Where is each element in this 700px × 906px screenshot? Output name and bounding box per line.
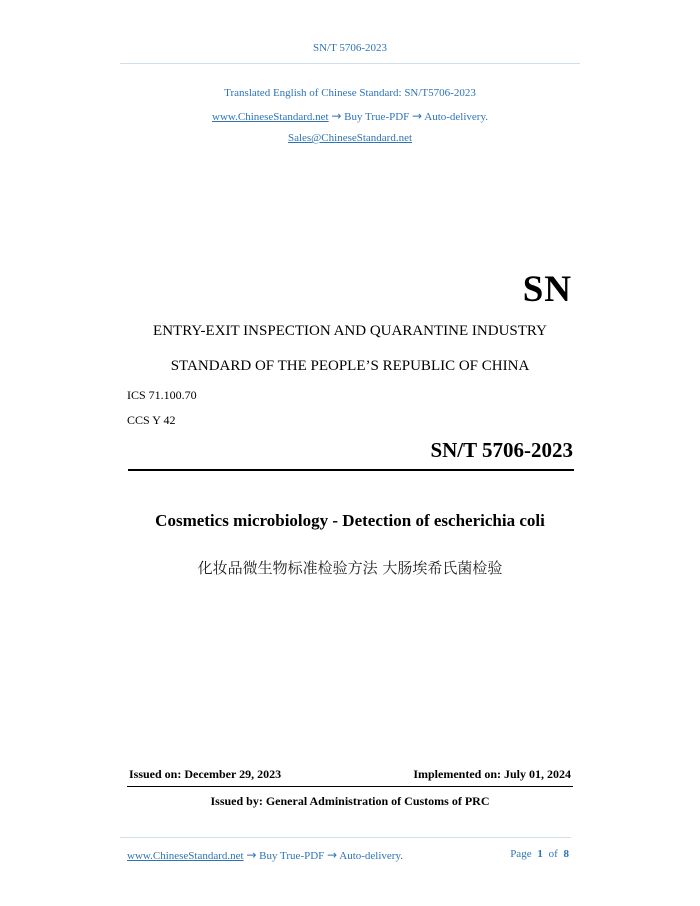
- banner-delivery-text: Auto-delivery.: [424, 111, 488, 123]
- of-label: of: [548, 848, 558, 860]
- banner-line1: Translated English of Chinese Standard: SN/T5706-2023: [224, 87, 476, 99]
- issued-by: Issued by: General Administration of Customs of PRC: [210, 794, 490, 808]
- arrow-icon: →: [412, 109, 423, 123]
- standard-number: SN/T 5706-2023: [430, 438, 573, 462]
- footer-buy-text: Buy True-PDF: [259, 850, 325, 862]
- banner-line3: [0, 132, 700, 144]
- standard-number-rule: [128, 469, 574, 471]
- banner-email-link[interactable]: Sales@ChineseStandard.net: [287, 132, 413, 144]
- page-total: 8: [563, 848, 569, 860]
- page-number: 1: [537, 848, 543, 860]
- header-divider: [120, 63, 580, 64]
- issue-rule: [127, 786, 573, 787]
- footer-divider: [120, 837, 571, 838]
- org-line1: ENTRY-EXIT INSPECTION AND QUARANTINE INDUSTRY: [153, 323, 547, 339]
- org-line2: STANDARD OF THE PEOPLE’S REPUBLIC OF CHINA: [170, 358, 530, 374]
- banner-buy-text: Buy True-PDF: [344, 111, 410, 123]
- page-label: Page: [510, 848, 532, 860]
- issued-on: Issued on: December 29, 2023: [129, 767, 282, 781]
- arrow-icon: →: [327, 848, 338, 862]
- ics-code: ICS 71.100.70: [127, 388, 197, 402]
- page-indicator: [510, 848, 569, 860]
- footer-site-link[interactable]: www.ChineseStandard.net: [127, 850, 244, 862]
- ccs-code: CCS Y 42: [127, 413, 176, 427]
- arrow-icon: →: [331, 109, 342, 123]
- arrow-icon: →: [246, 848, 257, 862]
- sn-logo: SN: [522, 269, 572, 310]
- footer-left: [127, 848, 403, 862]
- footer-delivery-text: Auto-delivery.: [339, 850, 403, 862]
- implemented-on: Implemented on: July 01, 2024: [413, 767, 571, 781]
- document-title-cn: 化妆品微生物标准检验方法 大肠埃希氏菌检验: [197, 559, 503, 577]
- banner-site-link[interactable]: www.ChineseStandard.net: [212, 111, 329, 123]
- document-title-en: Cosmetics microbiology - Detection of escherichia coli: [155, 511, 545, 530]
- banner-line2: [0, 109, 700, 123]
- header-code: SN/T 5706-2023: [312, 42, 388, 54]
